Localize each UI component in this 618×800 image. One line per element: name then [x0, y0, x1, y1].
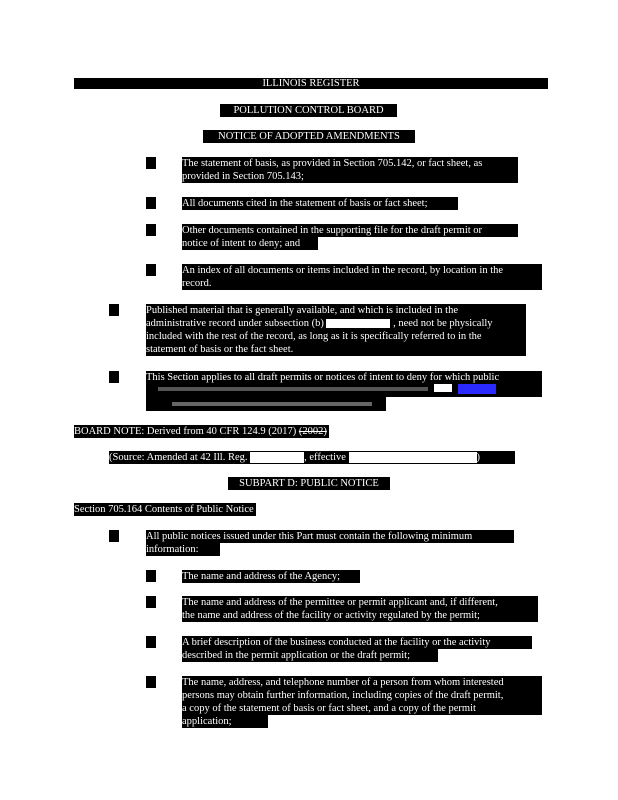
- item-5-line-2: notice of intent to deny; and: [182, 237, 318, 250]
- item-number-mark: [146, 570, 156, 582]
- redaction-mark: [349, 452, 477, 463]
- source-effective: , effective: [304, 452, 346, 463]
- item-c-line-2-start: administrative record under subsection (b): [146, 318, 324, 329]
- obscured-text-mark: [458, 384, 496, 394]
- item-c-line-2: [146, 317, 493, 330]
- item-d-line-1: This Section applies to all draft permits or notices of intent to deny for which public: [146, 372, 500, 383]
- section-heading: Section 705.164 Contents of Public Notice: [74, 504, 254, 515]
- redaction-mark: [250, 452, 304, 463]
- source-close: ): [476, 452, 481, 463]
- bottom-item-3-line-1: A brief description of the business conducted at the facility or the activity: [182, 636, 532, 649]
- item-number-mark: [146, 636, 156, 648]
- obscured-text-mark: [158, 387, 428, 391]
- item-6-line-2: record.: [182, 277, 542, 290]
- item-number-mark: [146, 676, 156, 688]
- notice-title: NOTICE OF ADOPTED AMENDMENTS: [203, 130, 415, 143]
- item-3-line-2: provided in Section 705.143;: [182, 170, 518, 183]
- bottom-item-4-line-3: a copy of the statement of basis or fact sheet, and a copy of the permit: [182, 702, 542, 715]
- item-3-line-1: The statement of basis, as provided in Section 705.142, or fact sheet, as: [182, 157, 518, 170]
- item-a-line-1: All public notices issued under this Part must contain the following minimum: [146, 530, 514, 543]
- board-note: [74, 425, 329, 438]
- bottom-item-3-line-2: described in the permit application or the draft permit;: [182, 649, 438, 662]
- item-c-line-3: included with the rest of the record, as long as it is specifically referred to in the: [146, 331, 482, 342]
- item-6-line-1: An index of all documents or items included in the record, by location in the: [182, 264, 542, 277]
- item-number-mark: [146, 596, 156, 608]
- item-number-mark: [109, 530, 119, 542]
- item-number-mark: [146, 197, 156, 209]
- board-note-struck: (2002): [298, 426, 327, 437]
- redaction-mark: [326, 319, 390, 328]
- item-number-mark: [109, 304, 119, 316]
- bottom-item-4-line-1: The name, address, and telephone number of a person from whom interested: [182, 676, 542, 689]
- source-open: (Source: Amended at 42 Ill. Reg.: [109, 452, 248, 463]
- bottom-item-2-line-2: the name and address of the facility or activity regulated by the permit;: [182, 609, 538, 622]
- item-number-mark: [146, 264, 156, 276]
- item-a-line-2: information:: [146, 543, 220, 556]
- item-c-line-4: statement of basis or the fact sheet.: [146, 344, 294, 355]
- bottom-item-4-line-2: persons may obtain further information, including copies of the draft permit,: [182, 689, 542, 702]
- item-c-line-2-end: , need not be physically: [393, 318, 493, 329]
- subpart-heading: SUBPART D: PUBLIC NOTICE: [228, 477, 390, 490]
- obscured-text-mark: [434, 384, 452, 392]
- item-number-mark: [146, 157, 156, 169]
- item-number-mark: [109, 371, 119, 383]
- bottom-item-2-line-1: The name and address of the permittee or permit applicant and, if different,: [182, 596, 538, 609]
- item-5-line-1: Other documents contained in the supporting file for the draft permit or: [182, 224, 518, 237]
- board-title: POLLUTION CONTROL BOARD: [220, 104, 397, 117]
- register-title: ILLINOIS REGISTER: [262, 78, 360, 89]
- source-line: [109, 451, 515, 464]
- board-note-text: BOARD NOTE: Derived from 40 CFR 124.9 (2017): [74, 426, 299, 437]
- item-4-line-1: All documents cited in the statement of basis or fact sheet;: [182, 197, 458, 210]
- obscured-text-mark: [172, 402, 372, 406]
- item-c-line-1: Published material that is generally available, and which is included in the: [146, 305, 458, 316]
- bottom-item-1-line-1: The name and address of the Agency;: [182, 570, 360, 583]
- item-number-mark: [146, 224, 156, 236]
- bottom-item-4-line-4: application;: [182, 715, 268, 728]
